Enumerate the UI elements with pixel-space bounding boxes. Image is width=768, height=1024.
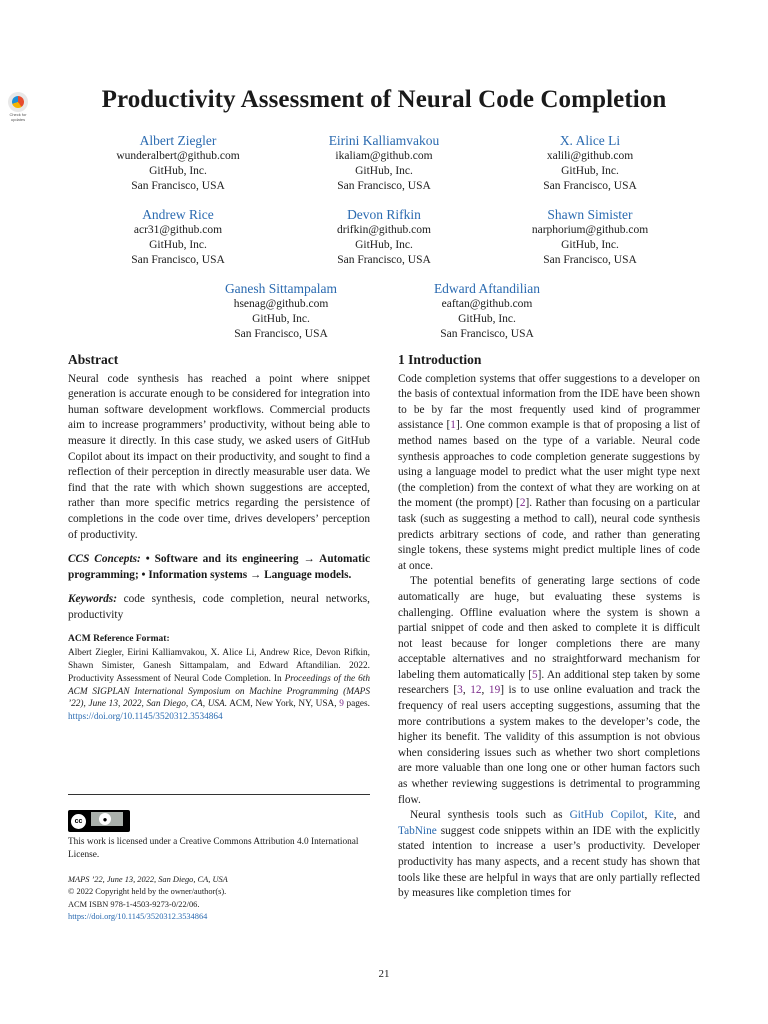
ccs-concepts (68, 552, 370, 583)
author-org: GitHub, Inc. (355, 165, 413, 177)
author-org: GitHub, Inc. (149, 239, 207, 251)
author-name[interactable]: Shawn Simister (547, 207, 633, 222)
reference-doi-link[interactable]: https://doi.org/10.1145/3520312.3534864 (68, 712, 223, 723)
github-copilot-link[interactable]: GitHub Copilot (569, 809, 645, 822)
keywords (68, 592, 370, 623)
author-org: GitHub, Inc. (149, 165, 207, 177)
author-org: GitHub, Inc. (355, 239, 413, 251)
author-block (284, 132, 484, 194)
abstract-body: Neural code synthesis has reached a point where snippet generation is accurate enough to be considered for integration into human software development workflows. Commercial products aim to increase programmers’ productivity, without being able to measure it directly. In this case study, we asked users of GitHub Copilot about its impact on their productivity, and sought to find a reflection of their perception in directly measurable user data. We find that the rate with which shown suggestions are accepted, rather than more specific metrics regarding the persistence of completions in the code over time, drives developers’ perception of productivity. (68, 372, 370, 541)
abstract-heading: Abstract (68, 352, 119, 367)
author-name[interactable]: Devon Rifkin (347, 207, 421, 222)
citation-link[interactable]: 12 (470, 684, 482, 697)
author-email: eaftan@github.com (441, 298, 533, 310)
author-location: San Francisco, USA (543, 180, 637, 192)
right-column (398, 352, 700, 902)
author-block (181, 280, 381, 342)
cc-by-license-icon[interactable] (68, 810, 130, 832)
paper-title: Productivity Assessment of Neural Code Completion (101, 86, 667, 113)
author-block (490, 132, 690, 194)
ccs-bullet-1: • Software and its engineering → Automatic programming; (68, 553, 370, 581)
intro-paragraph-3: Neural synthesis tools such as GitHub Copilot, Kite, and TabNine suggest code snippets within an IDE with the explicitly stated intention to increase a user’s productivity. Developer productivity has many aspects, and a recent study has shown that tools like these are helpful in ways that are only partially reflected by measures like completion times for (398, 809, 700, 900)
author-org: GitHub, Inc. (252, 313, 310, 325)
publication-doi-link[interactable]: https://doi.org/10.1145/3520312.3534864 (68, 912, 208, 922)
author-block (78, 132, 278, 194)
citation-link[interactable]: 19 (488, 684, 501, 697)
reference-authors: Albert Ziegler, Eirini Kalliamvakou, X. Alice Li, Andrew Rice, Devon Rifkin, Shawn Simister, Ganesh Sittampalam, and Edward Aftandilian. 2022. Productivity Assessment of Neural Code Completion. In (68, 648, 370, 684)
left-column (68, 352, 370, 724)
author-email: hsenag@github.com (233, 298, 329, 310)
reference-heading: ACM Reference Format: (68, 633, 170, 644)
license-text: This work is licensed under a Creative Commons Attribution 4.0 International License. (68, 837, 359, 860)
author-name[interactable]: Ganesh Sittampalam (224, 281, 338, 296)
intro-paragraph-1: Code completion systems that offer suggestions to a developer on the basis of contextual information from the IDE have been shown to be by far the most frequently used kind of programmer assistance [1]. One common example is that of proposing a list of method names based on the type of a variable. Neural code synthesis approaches to code completion generate suggestions by using a language model to predict what the user might type next (the completion) from the context of what they are working on at the moment (the prompt) [2]. Rather than focusing on a particular task (such as suggesting a method to call), neural code synthesis predicts arbitrary sections of code, and rather than generating single tokens, these systems might predict multiple lines of code at once. (398, 372, 701, 572)
citation-link[interactable]: 2 (519, 497, 526, 510)
author-block (387, 280, 587, 342)
author-location: San Francisco, USA (337, 180, 431, 192)
author-location: San Francisco, USA (131, 180, 225, 192)
citation-link[interactable]: 3 (457, 684, 463, 697)
citation-link[interactable]: 1 (450, 419, 456, 432)
cc-icon: cc (71, 814, 86, 829)
author-org: GitHub, Inc. (561, 165, 619, 177)
author-email: ikaliam@github.com (335, 150, 433, 162)
ccs-label: CCS Concepts: (68, 553, 141, 566)
author-name[interactable]: Edward Aftandilian (433, 281, 541, 296)
introduction-heading: 1 Introduction (398, 352, 482, 367)
author-location: San Francisco, USA (234, 328, 328, 340)
author-name[interactable]: Eirini Kalliamvakou (328, 133, 440, 148)
author-block (78, 206, 278, 268)
reference-publisher: ACM, New York, NY, USA, (227, 699, 340, 710)
keywords-label: Keywords: (68, 593, 117, 606)
author-block (490, 206, 690, 268)
check-for-updates-badge[interactable] (2, 92, 34, 126)
keywords-text: code synthesis, code completion, neural networks, productivity (68, 593, 370, 621)
reference-pages-link[interactable]: 9 (339, 699, 344, 710)
author-location: San Francisco, USA (131, 254, 225, 266)
isbn-line: ACM ISBN 978-1-4503-9273-0/22/06. (68, 899, 200, 909)
author-org: GitHub, Inc. (561, 239, 619, 251)
author-email: narphorium@github.com (531, 224, 649, 236)
copyright-line: © 2022 Copyright held by the owner/author(s). (68, 887, 227, 897)
publication-info (68, 874, 370, 924)
acm-reference (68, 633, 370, 725)
author-email: xalili@github.com (546, 150, 634, 162)
badge-label: Check for updates (9, 112, 27, 122)
conference-line: MAPS ’22, June 13, 2022, San Diego, CA, USA (68, 875, 228, 884)
by-icon: ● (91, 812, 123, 830)
reference-venue: Proceedings of the 6th ACM SIGPLAN International Symposium on Machine Programming (MAPS ’22), June 13, 2022, San Diego, CA, USA. (68, 673, 370, 710)
author-location: San Francisco, USA (543, 254, 637, 266)
author-name[interactable]: Albert Ziegler (139, 133, 217, 148)
author-email: acr31@github.com (133, 224, 223, 236)
citation-link[interactable]: 5 (532, 668, 538, 681)
page-number: 21 (378, 968, 390, 980)
reference-pages-suffix: pages. (343, 699, 370, 710)
author-org: GitHub, Inc. (458, 313, 516, 325)
crossmark-icon (8, 92, 28, 112)
author-block (284, 206, 484, 268)
kite-link[interactable]: Kite (654, 809, 674, 822)
intro-paragraph-2: The potential benefits of generating large sections of code automatically are huge, but evaluating these systems is challenging. Offline evaluation where the system is shown a partial snippet of code and then asked to complete it is difficult not least because for longer completions there are many acceptable alternatives and no straightforward mechanism for labeling them automatically [5]. An additional step taken by some researchers [3, 12, 19] is to use online evaluation and track the frequency of real users accepting suggestions, assuming that the more contributions a system makes to the developer’s code, the higher its benefit. The validity of this assumption is not obvious when considering issues such as whether two short completions are more valuable than one long one or other human factors such as whether reviewing suggestions is detrimental to programming flow. (398, 575, 700, 806)
author-email: wunderalbert@github.com (116, 150, 240, 162)
author-name[interactable]: Andrew Rice (142, 207, 214, 222)
tabnine-link[interactable]: TabNine (398, 824, 437, 837)
author-location: San Francisco, USA (337, 254, 431, 266)
author-location: San Francisco, USA (440, 328, 534, 340)
footnote-divider (68, 794, 370, 795)
author-email: drifkin@github.com (337, 224, 431, 236)
author-name[interactable]: X. Alice Li (559, 133, 621, 148)
ccs-bullet-2: • Information systems → Language models. (141, 568, 352, 581)
